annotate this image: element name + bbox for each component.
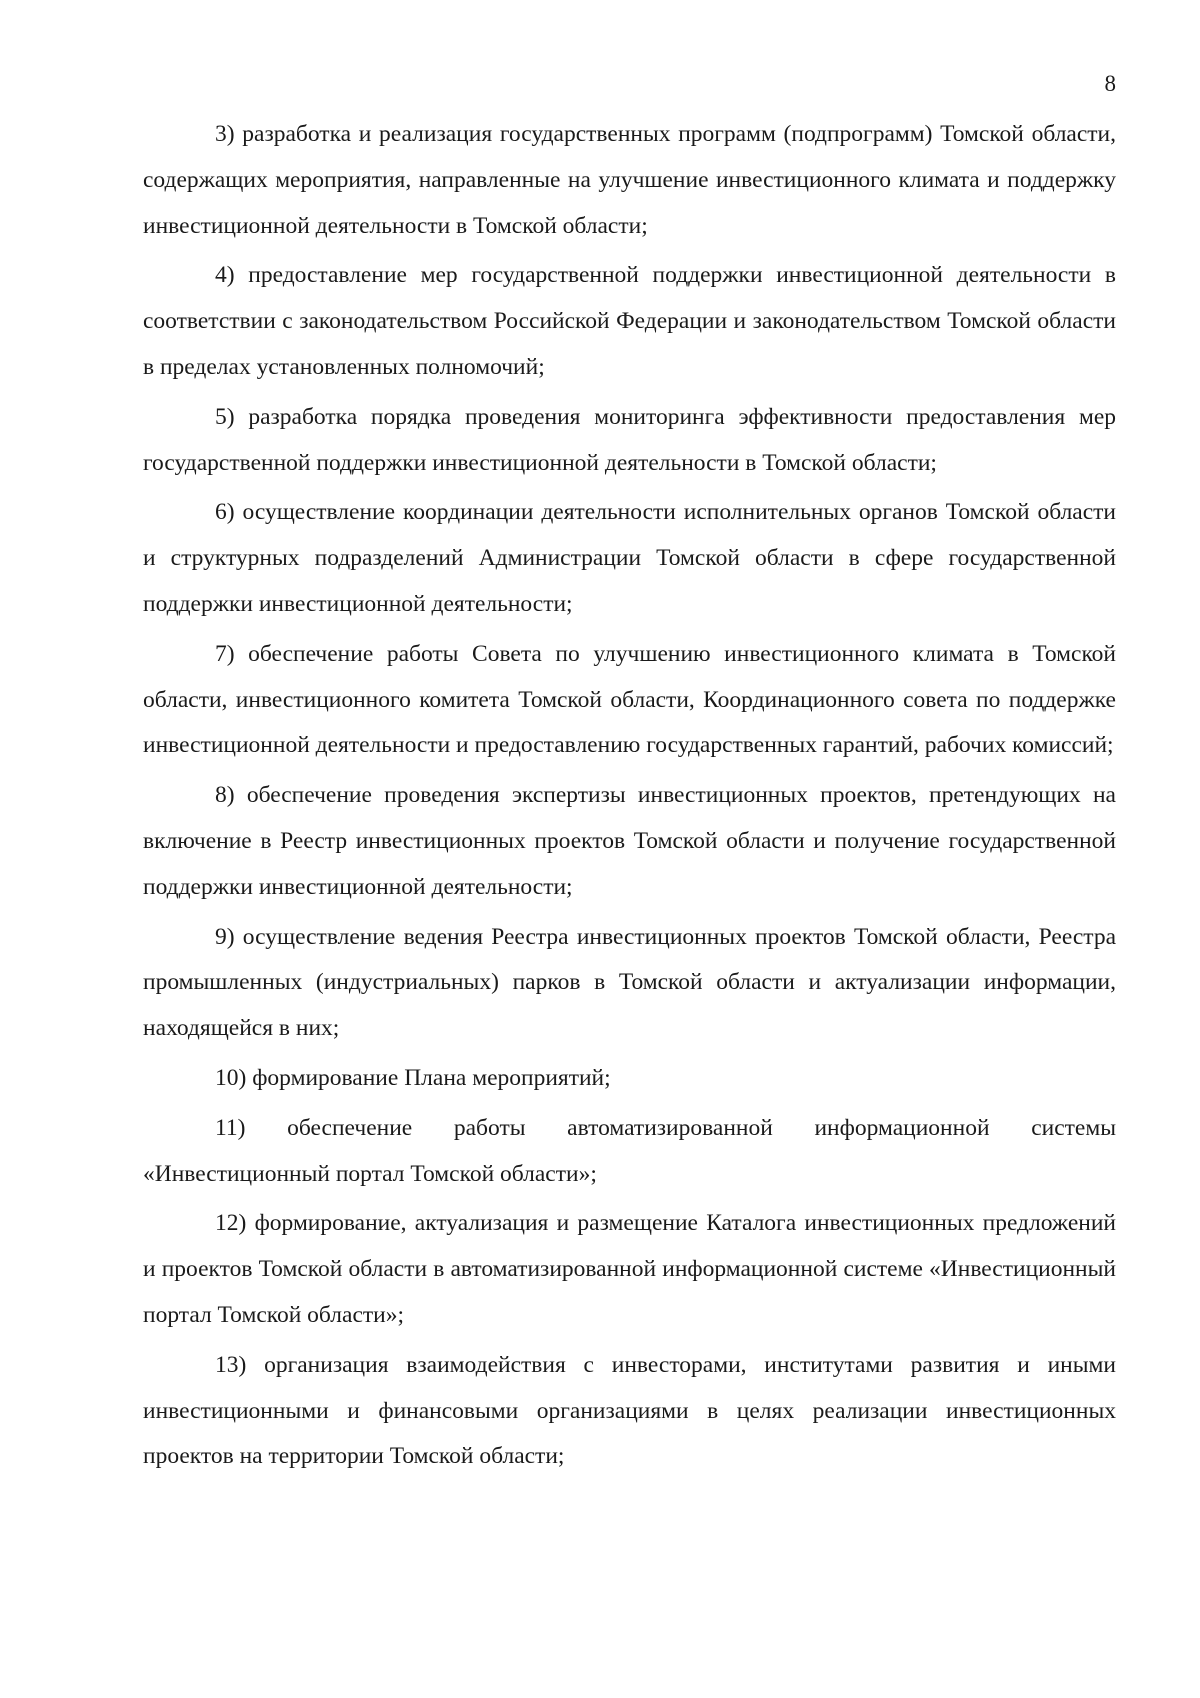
list-item-12: 12) формирование, актуализация и размещение Каталога инвестиционных предложений и проектов Томской области в автоматизированной информационной системе «Инвестиционный портал Томской области»; [143, 1210, 1116, 1328]
list-item-8: 8) обеспечение проведения экспертизы инвестиционных проектов, претендующих на включение в Реестр инвестиционных проектов Томской области и получение государственной поддержки инвестиционной деятельности; [143, 782, 1116, 900]
page-number: 8 [1104, 71, 1116, 96]
list-item-13: 13) организация взаимодействия с инвесторами, институтами развития и иными инвестиционными и финансовыми организациями в целях реализации инвестиционных проектов на территории Томской области; [143, 1351, 1116, 1470]
list-item-3: 3) разработка и реализация государственных программ (подпрограмм) Томской области, содержащих мероприятия, направленные на улучшение инвестиционного климата и поддержку инвестиционной деятельности в Томской области; [143, 121, 1116, 239]
list-item-5: 5) разработка порядка проведения мониторинга эффективности предоставления мер государственной поддержки инвестиционной деятельности в Томской области; [143, 403, 1116, 476]
list-item-6: 6) осуществление координации деятельности исполнительных органов Томской области и структурных подразделений Администрации Томской области в сфере государственной поддержки инвестиционной деятельности; [143, 499, 1116, 617]
list-item-10: 10) формирование Плана мероприятий; [215, 1064, 611, 1091]
list-item-9: 9) осуществление ведения Реестра инвестиционных проектов Томской области, Реестра промышленных (индустриальных) парков в Томской области и актуализации информации, находящейся в них; [143, 923, 1116, 1042]
list-item-7: 7) обеспечение работы Совета по улучшению инвестиционного климата в Томской области, инвестиционного комитета Томской области, Координационного совета по поддержке инвестиционной деятельности и предоставлению государственных гарантий, рабочих комиссий; [143, 640, 1116, 759]
list-item-4: 4) предоставление мер государственной поддержки инвестиционной деятельности в соответствии с законодательством Российской Федерации и законодательством Томской области в пределах установленных полномочий; [143, 262, 1116, 380]
list-item-11: 11) обеспечение работы автоматизированной информационной системы «Инвестиционный портал Томской области»; [143, 1114, 1116, 1187]
document-body [143, 112, 1116, 1484]
